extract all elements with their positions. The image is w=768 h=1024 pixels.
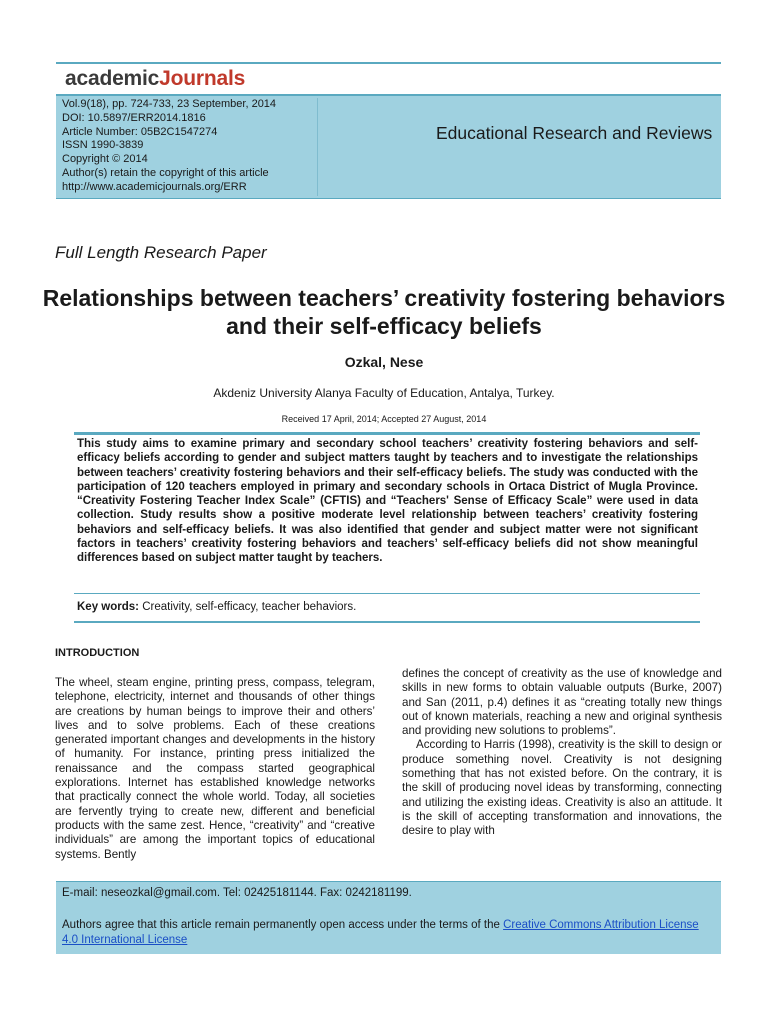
- body-column-left: [55, 676, 375, 862]
- contact-email: E-mail: neseozkal@gmail.com. Tel: 02425181144. Fax: 0242181199.: [62, 887, 412, 899]
- paragraph: defines the concept of creativity as the use of knowledge and skills in new forms to obtain valuable outputs (Burke, 2007) and San (2011, p.4) defines it as “creating totally new things out of known materials, reaching a new and original synthesis and providing new solutions to problems”.: [402, 667, 722, 738]
- meta-url[interactable]: http://www.academicjournals.org/ERR: [62, 180, 247, 193]
- paragraph: The wheel, steam engine, printing press, compass, telegram, telephone, electricity, internet and thousands of other things are creations by human beings to improve their and others’ lives and to solve problems. Each of these creations generated important changes and developments in the history of humanity. For instance, printing press initialized the renaissance and the compass started geographical explorations. Internet has established knowledge networks that practically connect the whole world. Today, all societies are fervently trying to create new, different and beneficial products with the same zest. Hence, “creativity” and “creative individuals” are among the important topics of educational systems. Bently: [55, 676, 375, 861]
- paper-type: Full Length Research Paper: [55, 243, 267, 262]
- license-text: Authors agree that this article remain permanently open access under the terms of the: [62, 919, 504, 931]
- keywords-label: Key words:: [77, 601, 139, 613]
- keywords-rule: [74, 621, 700, 623]
- abstract-bottom-rule: [74, 593, 700, 594]
- body-column-right: [402, 667, 722, 839]
- meta-volume: Vol.9(18), pp. 724-733, 23 September, 2014: [62, 98, 277, 110]
- journal-banner: [56, 96, 721, 199]
- keywords: [77, 601, 356, 613]
- section-heading-introduction: INTRODUCTION: [55, 647, 140, 659]
- meta-issn: ISSN 1990-3839: [62, 139, 144, 152]
- article-meta: [62, 98, 318, 196]
- license-statement: [62, 918, 714, 948]
- abstract-top-rule: [74, 432, 700, 435]
- license-link[interactable]: Creative Commons Attribution License 4.0 International License: [62, 919, 699, 946]
- publisher-logo: [65, 67, 245, 91]
- meta-rights: Author(s) retain the copyright of this article: [62, 166, 269, 179]
- meta-copyright: Copyright © 2014: [62, 153, 148, 166]
- journal-name: Educational Research and Reviews: [436, 123, 713, 143]
- author-name: Ozkal, Nese: [344, 354, 424, 370]
- paper-title: Relationships between teachers’ creativity fostering behaviors and their self-efficacy beliefs: [42, 285, 726, 339]
- author-affiliation: Akdeniz University Alanya Faculty of Education, Antalya, Turkey.: [213, 386, 555, 400]
- header-top-rule: [56, 62, 721, 64]
- meta-article-number: Article Number: 05B2C1547274: [62, 125, 218, 138]
- logo-text-journals: Journals: [159, 67, 246, 90]
- abstract: This study aims to examine primary and secondary school teachers’ creativity fostering behaviors and self-efficacy beliefs according to gender and subject matters taught by teachers and to investigate the relationships between teachers’ creativity fostering behaviors and their self-efficacy beliefs. The study was conducted with the participation of 120 teachers employed in primary and secondary schools in Ortaca District of Mugla Province. “Creativity Fostering Teacher Index Scale” (CFTIS) and “Teachers' Sense of Efficacy Scale” were used in data collection. Study results show a positive moderate level relationship between teachers’ creativity fostering behaviors and self-efficacy beliefs. It was also identified that gender and subject matter were not significant factors in teachers’ creativity fostering behaviors and teachers’ self-efficacy beliefs did not show meaningful differences based on subject matter taught by teachers.: [77, 438, 698, 565]
- logo-text-academic: academic: [65, 67, 160, 90]
- footer-box: [56, 881, 721, 954]
- meta-doi: DOI: 10.5897/ERR2014.1816: [62, 111, 206, 124]
- paragraph: According to Harris (1998), creativity is the skill to design or produce something novel. Creativity is not designing something that has not existed before. On the contrary, it is the skill of producing novel ideas by transforming, connecting and utilizing the existing ideas. Creativity is also an attitude. It is the skill of accepting transformation and innovations, the desire to play with: [402, 738, 722, 838]
- keywords-list: Creativity, self-efficacy, teacher behaviors.: [139, 601, 357, 613]
- received-accepted-dates: Received 17 April, 2014; Accepted 27 August, 2014: [281, 414, 487, 424]
